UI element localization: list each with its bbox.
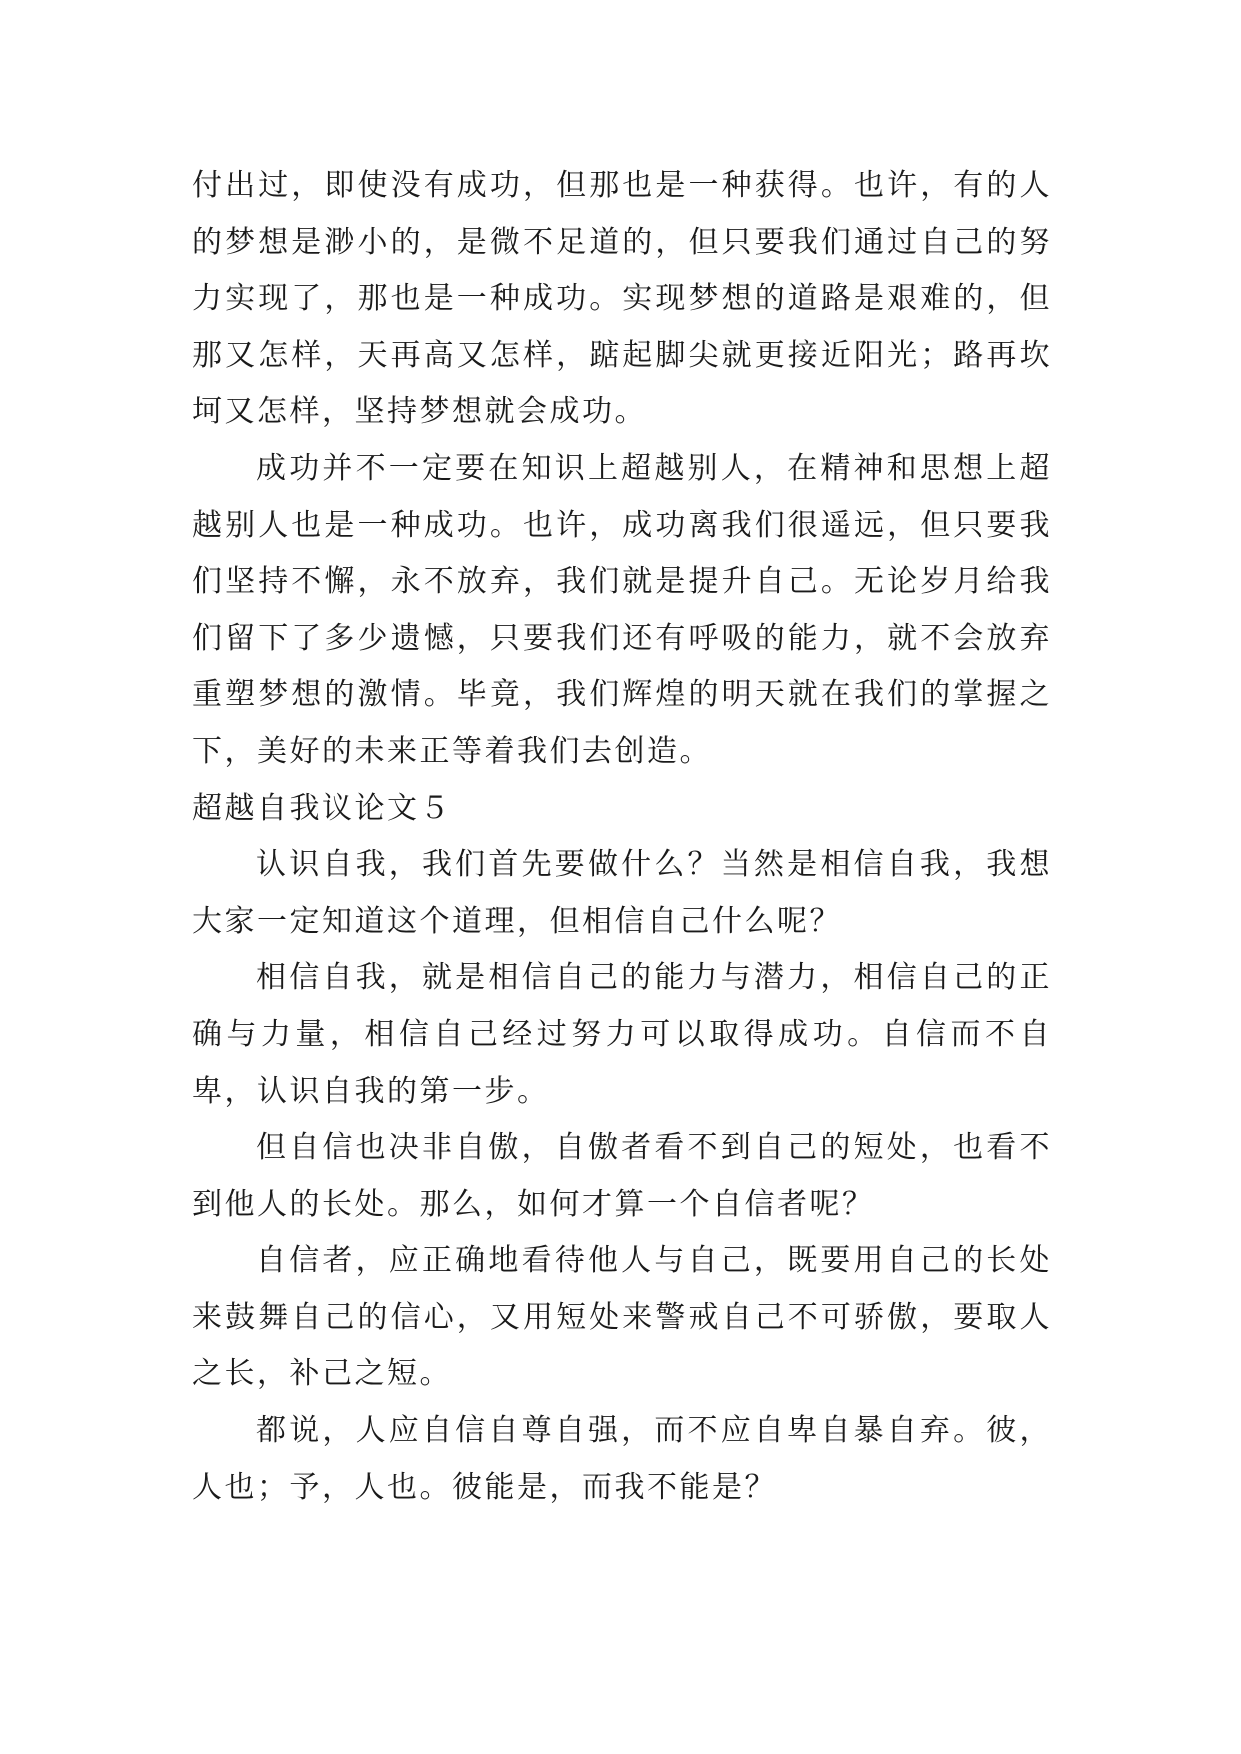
section-paragraph-2: 相信自我，就是相信自己的能力与潜力，相信自己的正确与力量，相信自己经过努力可以取得成功。自信而不自卑，认识自我的第一步。	[192, 960, 1052, 1109]
section-title: 超越自我议论文５	[192, 790, 452, 826]
section-paragraph-5: 都说，人应自信自尊自强，而不应自卑自暴自弃。彼，人也；予，人也。彼能是，而我不能是？	[192, 1413, 1052, 1505]
section-paragraph-1: 认识自我，我们首先要做什么？当然是相信自我，我想大家一定知道这个道理，但相信自己什么呢？	[192, 847, 1052, 939]
section-paragraph-3: 但自信也决非自傲，自傲者看不到自己的短处，也看不到他人的长处。那么，如何才算一个自信者呢？	[192, 1130, 1052, 1222]
section-paragraph-4: 自信者，应正确地看待他人与自己，既要用自己的长处来鼓舞自己的信心，又用短处来警戒自己不可骄傲，要取人之长，补己之短。	[192, 1243, 1052, 1392]
paragraph-success: 成功并不一定要在知识上超越别人，在精神和思想上超越别人也是一种成功。也许，成功离我们很遥远，但只要我们坚持不懈，永不放弃，我们就是提升自己。无论岁月给我们留下了多少遗憾，只要我们还有呼吸的能力，就不会放弃重塑梦想的激情。毕竟，我们辉煌的明天就在我们的掌握之下，美好的未来正等着我们去创造。	[192, 450, 1052, 769]
paragraph-continued: 付出过，即使没有成功，但那也是一种获得。也许，有的人的梦想是渺小的，是微不足道的，但只要我们通过自己的努力实现了，那也是一种成功。实现梦想的道路是艰难的，但那又怎样，天再高又怎样，踮起脚尖就更接近阳光；路再坎坷又怎样，坚持梦想就会成功。	[192, 168, 1052, 430]
document-body	[192, 158, 1052, 1516]
